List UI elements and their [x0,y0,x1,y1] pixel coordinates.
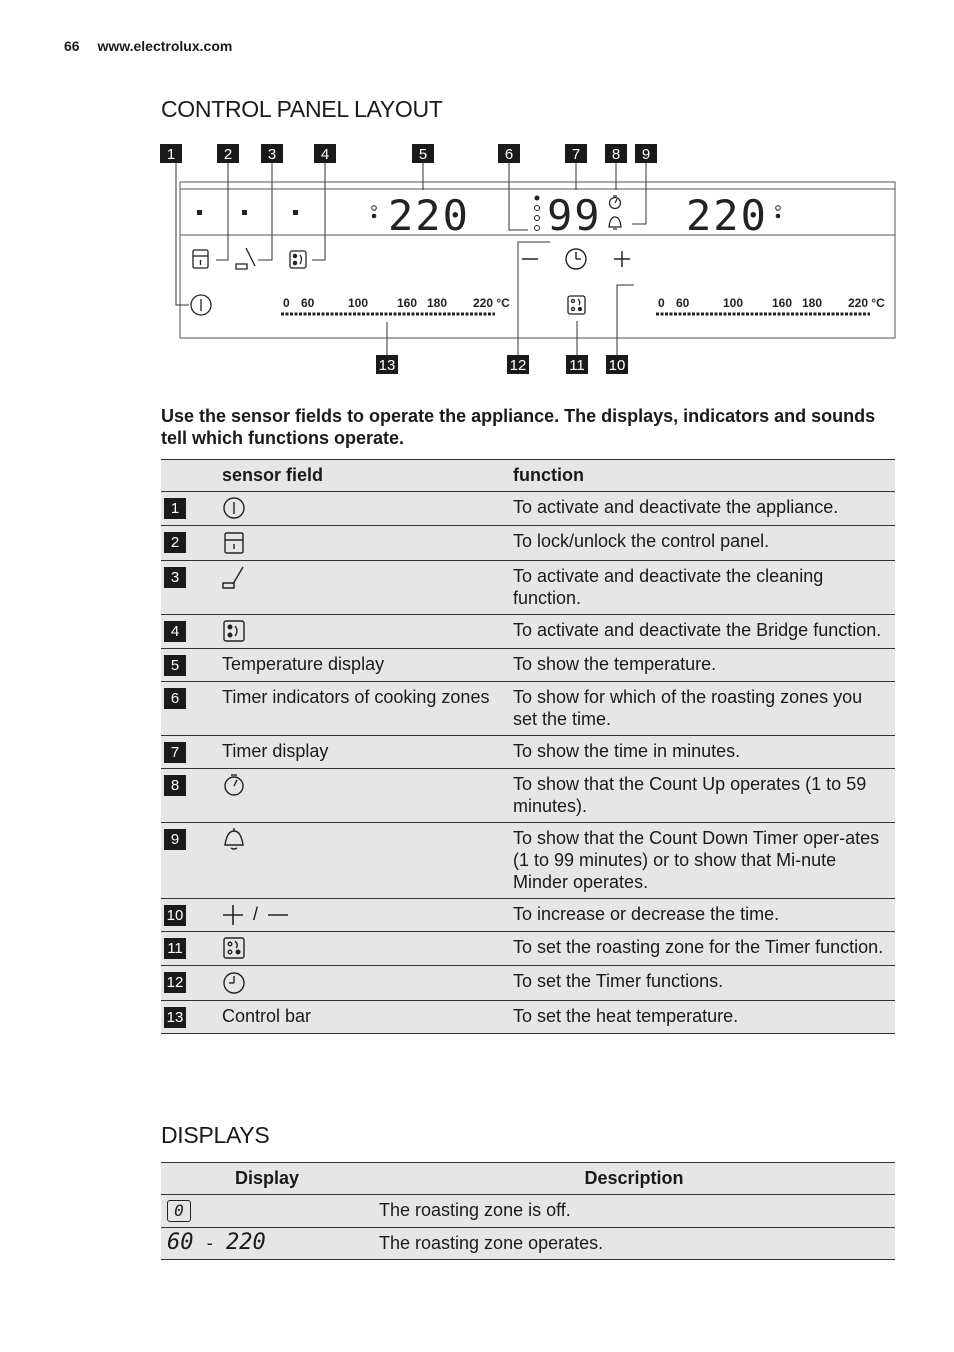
table-row [161,492,895,526]
svg-text:5: 5 [418,146,428,163]
page-header [64,38,232,54]
display-range-separator: - [206,1233,213,1253]
callout-2 [217,144,239,163]
section-title-displays: DISPLAYS [161,1122,270,1148]
temp-display-left: 220 [388,191,470,240]
row-number: 5 [164,655,186,676]
cleaning-icon [222,565,246,589]
zone-dot-2 [242,210,247,215]
sensor-field-table [161,459,895,1034]
display-max-value: 220 [226,1230,266,1255]
header-description: Description [584,1168,684,1188]
bridge-icon [222,619,246,643]
description-text: The roasting zone is off. [379,1200,571,1220]
scale-right [658,296,885,310]
separator-text: / [253,903,259,924]
function-text: To set the Timer functions. [513,971,724,992]
temp-display-right: 220 [686,191,768,240]
count-up-indicator [610,196,621,209]
power-icon [222,496,246,520]
function-text: To show for which of the roasting zones you set the time. [513,686,863,729]
svg-text:220 °C: 220 °C [473,296,510,310]
function-text: To activate and deactivate the appliance. [513,497,839,517]
power-icon [191,295,211,315]
callout-12 [507,355,529,374]
row-number: 12 [164,972,186,993]
svg-text:0: 0 [658,296,665,310]
intro-text: Use the sensor fields to operate the appliance. The displays, indicators and sounds tell which functions operate. [161,406,876,448]
lock-icon [193,250,208,268]
svg-text:60: 60 [676,296,690,310]
table-row [161,898,895,931]
lock-icon [222,531,246,555]
callout-11 [566,355,588,374]
row-number: 2 [164,532,186,553]
sensor-field-text: Timer indicators of cooking zones [222,686,490,707]
row-number: 9 [164,829,186,850]
callout-7 [565,144,587,163]
timer-display: 99 [547,191,602,240]
svg-text:10: 10 [608,357,626,374]
table-row [161,526,895,560]
table-row [161,614,895,648]
row-number: 13 [164,1007,186,1028]
scale-left [283,296,510,310]
svg-text:11: 11 [569,357,585,374]
svg-text:160: 160 [397,296,418,310]
row-number: 4 [164,621,186,642]
table-row [161,1195,895,1228]
function-text: To set the roasting zone for the Timer function. [513,937,884,957]
table-row [161,966,895,1000]
row-number: 1 [164,498,186,519]
description-text: The roasting zone operates. [379,1233,604,1253]
svg-text:180: 180 [802,296,823,310]
callout-8 [605,144,627,163]
zone-dot-1 [197,210,202,215]
svg-text:2: 2 [223,146,233,163]
svg-text:7: 7 [571,146,581,163]
plus-control [614,251,630,267]
function-text: To show that the Count Up operates (1 to 59 minutes). [513,773,867,816]
minus-icon [267,904,289,926]
svg-text:6: 6 [504,146,514,163]
svg-text:220 °C: 220 °C [848,296,885,310]
page-number: 66 [64,38,80,54]
sensor-field-text: Control bar [222,1005,312,1026]
timer-indicator-1 [535,196,540,201]
svg-text:0: 0 [283,296,290,310]
row-number: 3 [164,567,186,588]
header-function: function [513,465,584,485]
row-number: 10 [164,905,186,926]
table-row [161,735,895,768]
count-up-icon [222,773,246,797]
svg-text:8: 8 [611,146,621,163]
display-off-indicator: 0 [167,1200,191,1222]
function-text: To show the time in minutes. [513,740,741,761]
row-number: 7 [164,742,186,763]
bell-icon [222,827,246,851]
table-row [161,560,895,614]
callout-13 [376,355,398,374]
svg-text:60: 60 [301,296,315,310]
displays-table [161,1162,895,1260]
svg-text:12: 12 [509,357,527,374]
function-text: To activate and deactivate the Bridge function. [513,619,882,640]
callout-5 [412,144,434,163]
bell-indicator [609,217,621,229]
sensor-field-text: Timer display [222,740,329,761]
function-text: To show that the Count Down Timer oper-ates (1 to 99 minutes) or to show that Mi-nute Minder operates. [513,827,880,892]
table-row [161,1228,895,1260]
table-row [161,1000,895,1033]
cleaning-icon [236,248,255,269]
function-text: To activate and deactivate the cleaning function. [513,565,824,608]
row-number: 8 [164,775,186,796]
bridge-icon [290,251,306,268]
svg-text:160: 160 [772,296,793,310]
callout-1 [160,144,182,163]
svg-text:3: 3 [267,146,277,163]
svg-text:13: 13 [378,357,396,374]
svg-text:100: 100 [723,296,744,310]
svg-text:1: 1 [166,146,176,163]
table-row [161,648,895,681]
zone-select-icon [222,936,246,960]
table-row [161,822,895,898]
callout-3 [261,144,283,163]
function-text: To lock/unlock the control panel. [513,531,770,552]
zone-dot-3 [293,210,298,215]
table-row [161,681,895,735]
plus-icon [222,904,244,926]
row-number: 6 [164,688,186,709]
table-row [161,932,895,966]
svg-text:100: 100 [348,296,369,310]
svg-text:9: 9 [641,146,651,163]
display-min-value: 60 [167,1230,194,1255]
callout-9 [635,144,657,163]
function-text: To set the heat temperature. [513,1005,739,1026]
sensor-field-text: Temperature display [222,653,385,674]
callout-6 [498,144,520,163]
svg-text:180: 180 [427,296,448,310]
control-panel-diagram [150,138,910,383]
zone-select-icon [568,296,585,314]
header-display: Display [234,1168,300,1188]
row-number: 11 [164,938,186,959]
timer-icon [222,971,246,995]
function-text: To show the temperature. [513,653,717,674]
site-url: www.electrolux.com [97,38,233,54]
svg-text:4: 4 [320,146,330,163]
table-row [161,768,895,822]
section-title-control-panel: CONTROL PANEL LAYOUT [161,96,443,122]
header-sensor-field: sensor field [222,465,324,485]
callout-10 [606,355,628,374]
function-text: To increase or decrease the time. [513,903,780,924]
timer-control-icon [566,249,586,269]
callout-4 [314,144,336,163]
